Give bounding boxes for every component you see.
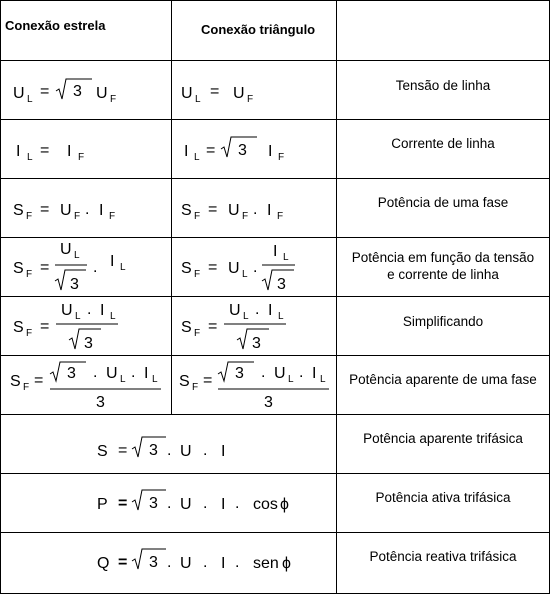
svg-text:L: L xyxy=(195,94,201,105)
formula-reactive-three-phase xyxy=(97,549,291,572)
desc-potencia-aparente-fase: Potência aparente de uma fase xyxy=(349,372,537,387)
desc-potencia-funcao-line2: e corrente de linha xyxy=(387,267,499,282)
svg-text:3: 3 xyxy=(149,554,158,571)
desc-corrente-linha: Corrente de linha xyxy=(391,136,495,151)
svg-text:S: S xyxy=(13,202,24,219)
svg-text:S: S xyxy=(13,319,24,336)
svg-text:=: = xyxy=(40,201,50,218)
svg-text:U: U xyxy=(96,85,108,102)
desc-potencia-ativa-trifasica: Potência ativa trifásica xyxy=(375,490,511,505)
svg-text:U: U xyxy=(60,202,72,219)
svg-text:=: = xyxy=(208,318,218,335)
svg-text:=: = xyxy=(208,259,218,276)
svg-text:3: 3 xyxy=(235,365,244,382)
svg-text:3: 3 xyxy=(70,276,79,293)
svg-text:U: U xyxy=(13,85,25,102)
svg-text:U: U xyxy=(228,260,240,277)
svg-text:L: L xyxy=(152,374,158,385)
svg-text:I: I xyxy=(110,253,115,270)
svg-text:F: F xyxy=(277,211,284,222)
svg-text:3: 3 xyxy=(238,142,247,159)
svg-text:S: S xyxy=(13,260,24,277)
svg-text:.: . xyxy=(87,301,92,318)
svg-text:.: . xyxy=(167,442,172,459)
svg-text:.: . xyxy=(203,554,208,571)
svg-text:F: F xyxy=(192,382,199,393)
svg-text:U: U xyxy=(181,85,193,102)
formula-star-line-voltage xyxy=(13,79,116,105)
svg-text:=: = xyxy=(40,318,50,335)
svg-text:U: U xyxy=(180,496,192,513)
svg-text:L: L xyxy=(120,262,126,273)
svg-text:.: . xyxy=(235,495,240,512)
svg-text:F: F xyxy=(26,211,33,222)
svg-text:=: = xyxy=(203,372,213,389)
svg-text:F: F xyxy=(26,269,33,280)
svg-text:I: I xyxy=(184,143,189,160)
svg-text:I: I xyxy=(268,302,273,319)
svg-text:L: L xyxy=(288,374,294,385)
svg-text:ϕ: ϕ xyxy=(280,496,289,513)
svg-text:S: S xyxy=(97,443,108,460)
svg-text:U: U xyxy=(274,365,286,382)
svg-text:cos: cos xyxy=(253,496,278,513)
formula-delta-phase-power xyxy=(181,201,283,222)
svg-text:U: U xyxy=(60,241,72,258)
svg-text:U: U xyxy=(180,555,192,572)
svg-text:I: I xyxy=(312,365,317,382)
svg-text:L: L xyxy=(27,94,33,105)
svg-text:F: F xyxy=(23,382,30,393)
svg-text:.: . xyxy=(131,364,136,381)
svg-text:.: . xyxy=(253,201,258,218)
svg-text:S: S xyxy=(179,373,190,390)
formula-star-power-line-values xyxy=(13,241,126,293)
svg-text:L: L xyxy=(110,311,116,322)
svg-text:.: . xyxy=(167,495,172,512)
svg-text:=: = xyxy=(40,142,50,159)
svg-text:3: 3 xyxy=(84,335,93,352)
svg-text:F: F xyxy=(278,152,285,163)
desc-potencia-aparente-trifasica: Potência aparente trifásica xyxy=(363,431,523,446)
svg-text:.: . xyxy=(235,554,240,571)
svg-text:U: U xyxy=(106,365,118,382)
svg-text:L: L xyxy=(320,374,326,385)
svg-text:I: I xyxy=(273,243,278,260)
svg-text:L: L xyxy=(283,252,289,263)
svg-text:I: I xyxy=(267,202,272,219)
formula-apparent-three-phase xyxy=(97,437,225,460)
svg-text:3: 3 xyxy=(277,276,286,293)
formula-star-line-current xyxy=(16,142,84,163)
svg-text:L: L xyxy=(120,374,126,385)
desc-potencia-funcao-line1: Potência em função da tensão xyxy=(351,250,535,265)
svg-text:3: 3 xyxy=(149,495,158,512)
svg-text:I: I xyxy=(268,143,273,160)
svg-text:F: F xyxy=(74,211,81,222)
svg-text:I: I xyxy=(221,443,226,460)
svg-text:ϕ: ϕ xyxy=(282,555,291,572)
formula-star-apparent-phase xyxy=(10,362,161,411)
svg-text:=: = xyxy=(208,201,218,218)
svg-text:L: L xyxy=(242,269,248,280)
svg-text:I: I xyxy=(144,365,149,382)
svg-text:=: = xyxy=(40,83,50,100)
svg-text:=: = xyxy=(40,259,50,276)
svg-text:P: P xyxy=(97,496,108,513)
svg-text:=: = xyxy=(206,142,216,159)
svg-text:L: L xyxy=(243,311,249,322)
svg-text:Q: Q xyxy=(97,555,110,572)
svg-text:U: U xyxy=(180,443,192,460)
svg-text:F: F xyxy=(194,269,201,280)
svg-text:.: . xyxy=(167,554,172,571)
formula-delta-power-line-values xyxy=(181,243,295,293)
svg-text:I: I xyxy=(221,555,226,572)
svg-text:sen: sen xyxy=(253,555,279,572)
svg-text:S: S xyxy=(10,373,21,390)
svg-text:3: 3 xyxy=(67,365,76,382)
svg-text:F: F xyxy=(242,211,249,222)
svg-text:3: 3 xyxy=(264,394,273,411)
svg-text:L: L xyxy=(27,152,33,163)
desc-simplificando: Simplificando xyxy=(402,314,484,329)
svg-text:U: U xyxy=(61,302,73,319)
svg-text:S: S xyxy=(181,319,192,336)
svg-text:U: U xyxy=(228,202,240,219)
svg-text:F: F xyxy=(110,94,117,105)
header-estrela: Conexão estrela xyxy=(5,18,106,33)
svg-text:=: = xyxy=(118,442,128,459)
desc-tensao-linha: Tensão de linha xyxy=(395,78,491,93)
svg-text:.: . xyxy=(85,201,90,218)
desc-potencia-reativa-trifasica: Potência reativa trifásica xyxy=(369,549,517,564)
svg-text:S: S xyxy=(181,260,192,277)
svg-text:=: = xyxy=(118,554,128,571)
formula-delta-line-voltage xyxy=(181,83,253,105)
formula-delta-simplified xyxy=(181,301,286,352)
svg-text:F: F xyxy=(26,328,33,339)
svg-text:I: I xyxy=(221,496,226,513)
svg-text:I: I xyxy=(100,302,105,319)
svg-text:.: . xyxy=(93,364,98,381)
formula-delta-line-current xyxy=(184,137,284,163)
svg-text:F: F xyxy=(194,328,201,339)
formula-active-three-phase xyxy=(97,490,289,513)
svg-text:I: I xyxy=(16,143,21,160)
svg-text:.: . xyxy=(93,259,98,276)
svg-text:L: L xyxy=(278,311,284,322)
formula-star-simplified xyxy=(13,301,118,352)
svg-text:L: L xyxy=(74,250,80,261)
svg-text:=: = xyxy=(210,83,220,100)
svg-text:3: 3 xyxy=(149,442,158,459)
desc-potencia-fase: Potência de uma fase xyxy=(377,195,509,210)
header-triangulo: Conexão triângulo xyxy=(201,22,316,37)
svg-text:I: I xyxy=(99,202,104,219)
svg-text:S: S xyxy=(181,202,192,219)
svg-text:L: L xyxy=(194,152,200,163)
svg-text:U: U xyxy=(229,302,241,319)
svg-text:.: . xyxy=(299,364,304,381)
svg-text:3: 3 xyxy=(73,83,82,100)
svg-text:I: I xyxy=(67,143,72,160)
formula-delta-apparent-phase xyxy=(179,362,329,411)
svg-text:3: 3 xyxy=(252,335,261,352)
svg-text:3: 3 xyxy=(96,394,105,411)
svg-text:F: F xyxy=(109,211,116,222)
svg-text:=: = xyxy=(118,495,128,512)
svg-text:.: . xyxy=(261,364,266,381)
svg-text:.: . xyxy=(203,495,208,512)
svg-text:F: F xyxy=(247,94,254,105)
svg-text:L: L xyxy=(75,311,81,322)
svg-text:F: F xyxy=(194,211,201,222)
formula-star-phase-power xyxy=(13,201,115,222)
svg-text:U: U xyxy=(233,85,245,102)
svg-text:.: . xyxy=(203,442,208,459)
svg-text:.: . xyxy=(253,259,258,276)
svg-text:.: . xyxy=(255,301,260,318)
svg-text:=: = xyxy=(34,372,44,389)
svg-text:F: F xyxy=(78,152,85,163)
